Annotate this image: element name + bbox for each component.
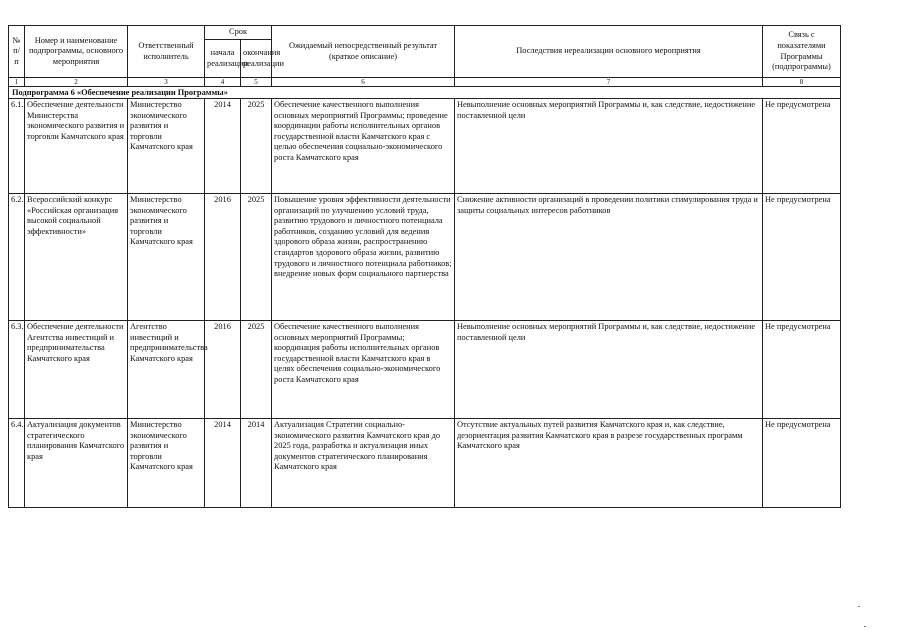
header-end: окончания реализации bbox=[241, 40, 272, 78]
header-term: Срок bbox=[205, 26, 272, 40]
row-name: Всероссийский конкурс «Российская организация высокой социальной эффективности» bbox=[25, 194, 128, 321]
row-id: 6.1. bbox=[9, 99, 25, 194]
row-result: Обеспечение качественного выполнения основных мероприятий Программы; координация работы исполнительных органов государственной власти Камчатского края в целях обеспечения социально-экономического роста Камчатского края bbox=[272, 321, 455, 419]
row-executor: Министерство экономического развития и торговли Камчатского края bbox=[128, 194, 205, 321]
column-number: 6 bbox=[272, 78, 455, 87]
row-link: Не предусмотрена bbox=[763, 194, 841, 321]
row-id: 6.4. bbox=[9, 419, 25, 508]
measures-table bbox=[8, 25, 841, 508]
row-link: Не предусмотрена bbox=[763, 99, 841, 194]
row-end: 2014 bbox=[241, 419, 272, 508]
scan-speck bbox=[864, 626, 866, 627]
header-row bbox=[9, 26, 841, 40]
row-name: Обеспечение деятельности Министерства экономического развития и торговли Камчатского края bbox=[25, 99, 128, 194]
row-consequences: Отсутствие актуальных путей развития Камчатского края и, как следствие, дезориентация развития Камчатского края в разрезе государственных программ Камчатского края bbox=[455, 419, 763, 508]
row-result: Актуализация Стратегии социально-экономического развития Камчатского края до 2025 года, разработка и актуализация иных документов стратегического планирования Камчатского края bbox=[272, 419, 455, 508]
row-executor: Министерство экономического развития и торговли Камчатского края bbox=[128, 419, 205, 508]
header-consequences: Последствия нереализации основного мероприятия bbox=[455, 26, 763, 78]
table-row bbox=[9, 194, 841, 321]
header-name: Номер и наименование подпрограммы, основного мероприятия bbox=[25, 26, 128, 78]
row-end: 2025 bbox=[241, 194, 272, 321]
row-end: 2025 bbox=[241, 99, 272, 194]
row-end: 2025 bbox=[241, 321, 272, 419]
row-link: Не предусмотрена bbox=[763, 419, 841, 508]
row-id: 6.2. bbox=[9, 194, 25, 321]
column-number: 8 bbox=[763, 78, 841, 87]
row-id: 6.3. bbox=[9, 321, 25, 419]
row-name: Обеспечение деятельности Агентства инвестиций и предпринимательства Камчатского края bbox=[25, 321, 128, 419]
row-consequences: Снижение активности организаций в проведении политики стимулирования труда и защиты социальных интересов работников bbox=[455, 194, 763, 321]
table-row bbox=[9, 99, 841, 194]
header-start: начала реализации bbox=[205, 40, 241, 78]
header-link: Связь с показателями Программы (подпрограммы) bbox=[763, 26, 841, 78]
row-consequences: Невыполнение основных мероприятий Программы и, как следствие, недостижение поставленной цели bbox=[455, 99, 763, 194]
header-result: Ожидаемый непосредственный результат (краткое описание) bbox=[272, 26, 455, 78]
row-start: 2016 bbox=[205, 321, 241, 419]
table-row bbox=[9, 419, 841, 508]
row-executor: Агентство инвестиций и предпринимательства Камчатского края bbox=[128, 321, 205, 419]
row-result: Обеспечение качественного выполнения основных мероприятий Программы; проведение координации работы исполнительных органов государственной власти Камчатского края с целью обеспечения социально-экономического роста Камчатского края bbox=[272, 99, 455, 194]
table-row bbox=[9, 321, 841, 419]
header-executor: Ответственный исполнитель bbox=[128, 26, 205, 78]
row-name: Актуализация документов стратегического планирования Камчатского края bbox=[25, 419, 128, 508]
column-numbers-row bbox=[9, 78, 841, 87]
row-result: Повышение уровня эффективности деятельности организаций по улучшению условий труда, развитию трудового и личностного потенциала работников, созданию условий для ведения здорового образа жизни, распространению стандартов здорового образа жизни, развитию трудового и личностного потенциала работников; внедрение новых форм социального партнерства bbox=[272, 194, 455, 321]
column-number: 1 bbox=[9, 78, 25, 87]
row-executor: Министерство экономического развития и торговли Камчатского края bbox=[128, 99, 205, 194]
column-number: 4 bbox=[205, 78, 241, 87]
row-link: Не предусмотрена bbox=[763, 321, 841, 419]
column-number: 2 bbox=[25, 78, 128, 87]
column-number: 3 bbox=[128, 78, 205, 87]
subprogram-title: Подпрограмма 6 «Обеспечение реализации Программы» bbox=[9, 87, 841, 99]
scan-speck bbox=[858, 606, 860, 607]
row-start: 2016 bbox=[205, 194, 241, 321]
row-start: 2014 bbox=[205, 99, 241, 194]
column-number: 7 bbox=[455, 78, 763, 87]
column-number: 5 bbox=[241, 78, 272, 87]
row-consequences: Невыполнение основных мероприятий Программы и, как следствие, недостижение поставленной цели bbox=[455, 321, 763, 419]
row-start: 2014 bbox=[205, 419, 241, 508]
subprogram-row bbox=[9, 87, 841, 99]
header-num: № п/п bbox=[9, 26, 25, 78]
